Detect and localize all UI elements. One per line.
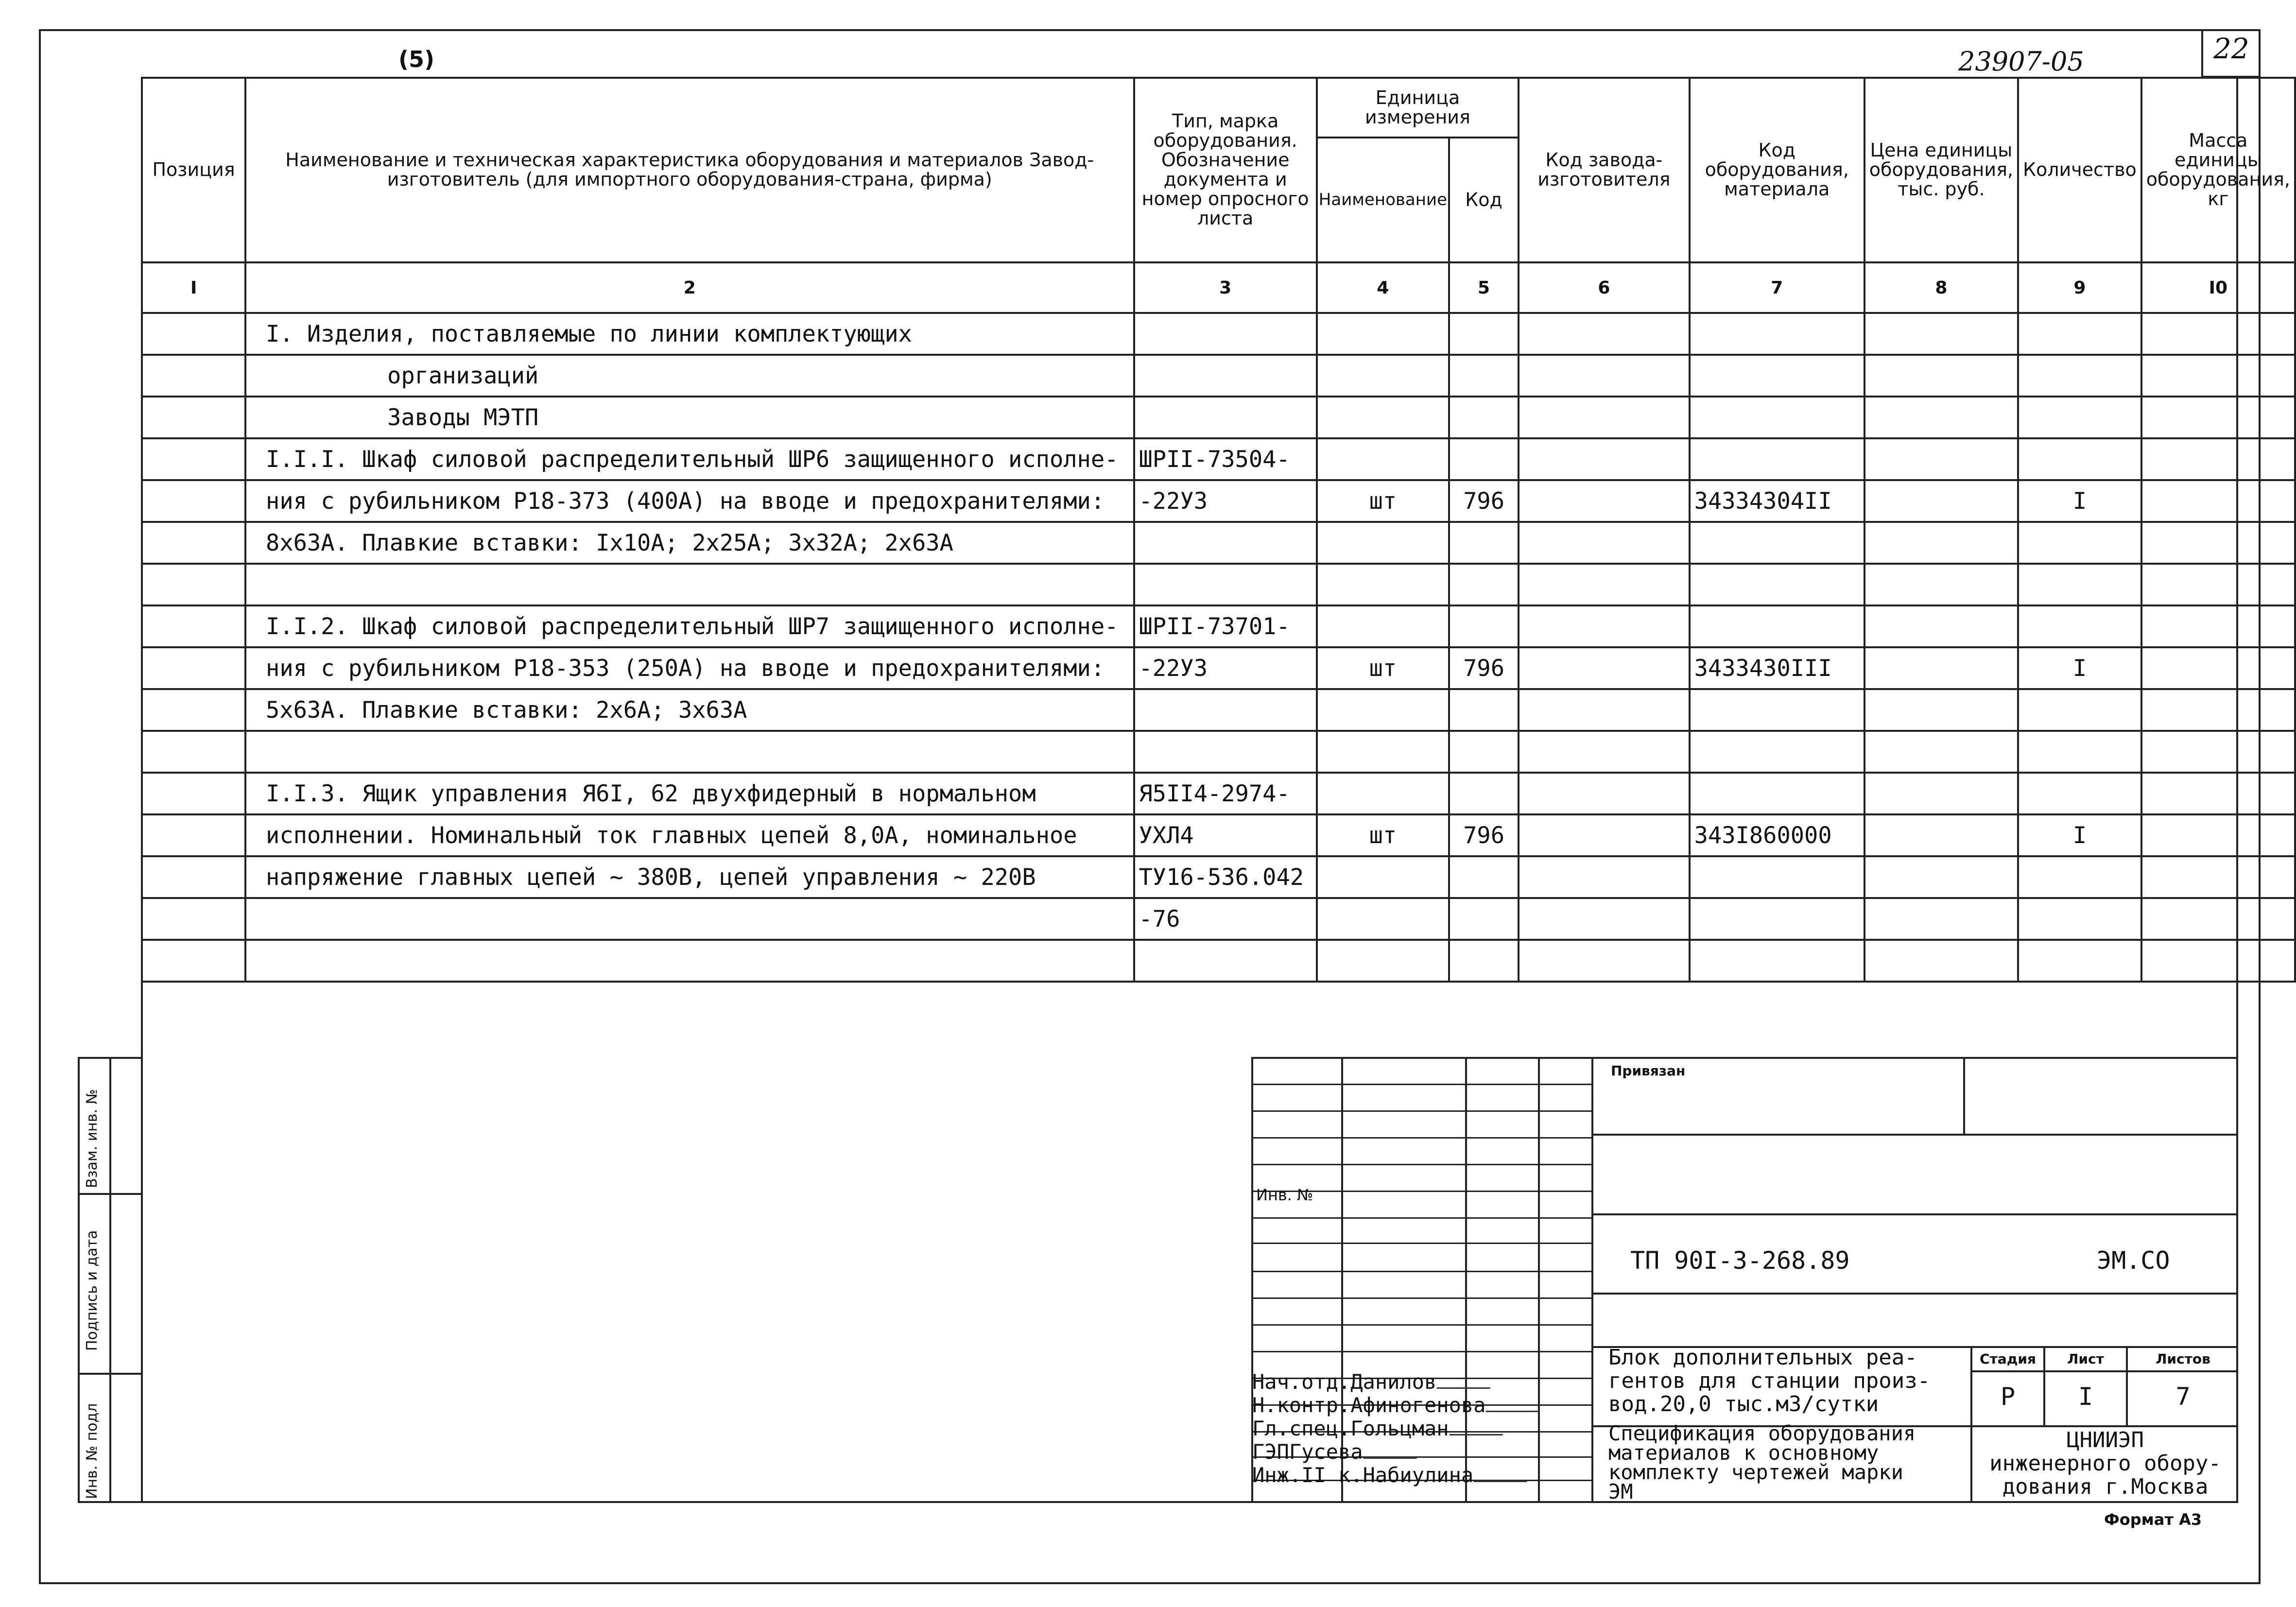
quantity-cell [2018, 689, 2141, 731]
factory-code-cell [1519, 355, 1690, 397]
equipment-code-cell [1690, 438, 1864, 480]
header-mass: Масса единицы оборудования, кг [2141, 78, 2295, 262]
name-cell: I.I.I. Шкаф силовой распределительный ШР6 защищенного исполне- [245, 438, 1134, 480]
quantity-cell [2018, 898, 2141, 940]
name-cell: 5х63А. Плавкие вставки: 2х6А; 3х63А [245, 689, 1134, 731]
header-unit-code: Код [1449, 138, 1519, 262]
price-cell [1864, 355, 2018, 397]
type-cell [1134, 397, 1317, 438]
sheets-label: Листов [2156, 1351, 2210, 1367]
subtitle-text [1608, 1421, 1916, 1503]
column-number: 6 [1519, 262, 1690, 313]
type-cell: -22У3 [1134, 480, 1317, 522]
table-row [142, 773, 2295, 814]
organization [1972, 1429, 2238, 1499]
signature-name: Гольцман [1350, 1417, 1449, 1440]
name-cell: Заводы МЭТП [245, 397, 1134, 438]
equipment-code-cell [1690, 397, 1864, 438]
header-equipment-code: Код оборудования, материала [1690, 78, 1864, 262]
price-cell [1864, 397, 2018, 438]
quantity-cell [2018, 564, 2141, 605]
type-cell [1134, 355, 1317, 397]
factory-code-cell [1519, 397, 1690, 438]
unit-code-cell [1449, 313, 1519, 355]
quantity-cell [2018, 355, 2141, 397]
name-cell: I. Изделия, поставляемые по линии комплектующих [245, 313, 1134, 355]
type-cell [1134, 731, 1317, 773]
price-cell [1864, 647, 2018, 689]
unit-name-cell [1317, 564, 1449, 605]
factory-code-cell [1519, 438, 1690, 480]
table-row [142, 564, 2295, 605]
column-number: 7 [1690, 262, 1864, 313]
side-stamp-vzam: Взам. инв. № [84, 1089, 101, 1188]
signature-list [1252, 1368, 1592, 1485]
column-number: I [142, 262, 245, 313]
table-row [142, 355, 2295, 397]
position-cell [142, 856, 245, 898]
position-cell [142, 898, 245, 940]
type-cell [1134, 313, 1317, 355]
signature-name: Данилов [1350, 1370, 1437, 1394]
unit-code-cell [1449, 355, 1519, 397]
mass-cell [2141, 731, 2295, 773]
doc-mark: ЭМ.СО [2097, 1246, 2170, 1275]
title-line: Блок дополнительных реа- [1608, 1345, 1917, 1370]
position-cell [142, 355, 245, 397]
header-type: Тип, марка оборудования. Обозначение документа и номер опросного листа [1134, 78, 1317, 262]
table-row [142, 647, 2295, 689]
equipment-code-cell [1690, 773, 1864, 814]
unit-name-cell [1317, 731, 1449, 773]
factory-code-cell [1519, 647, 1690, 689]
equipment-code-cell [1690, 689, 1864, 731]
mass-cell [2141, 605, 2295, 647]
section-mark: (5) [398, 46, 435, 72]
factory-code-cell [1519, 814, 1690, 856]
unit-code-cell: 796 [1449, 814, 1519, 856]
unit-name-cell [1317, 689, 1449, 731]
quantity-cell [2018, 438, 2141, 480]
unit-code-cell [1449, 522, 1519, 564]
quantity-cell: I [2018, 480, 2141, 522]
position-cell [142, 313, 245, 355]
signature-role: Н.контр. [1252, 1393, 1351, 1417]
signature-row [1252, 1438, 1592, 1464]
price-cell [1864, 564, 2018, 605]
unit-name-cell [1317, 438, 1449, 480]
handwritten-signature [1449, 1415, 1510, 1435]
type-cell: ШРII-73701- [1134, 605, 1317, 647]
format-label: Формат А3 [2104, 1510, 2202, 1529]
position-cell [142, 564, 245, 605]
table-row [142, 313, 2295, 355]
type-cell [1134, 689, 1317, 731]
unit-code-cell [1449, 731, 1519, 773]
factory-code-cell [1519, 522, 1690, 564]
subtitle-line: комплекту чертежей марки [1608, 1460, 1903, 1484]
price-cell [1864, 856, 2018, 898]
stage-value: Р [2000, 1382, 2016, 1411]
name-cell [245, 731, 1134, 773]
column-numbers-row [142, 262, 2295, 313]
mass-cell [2141, 940, 2295, 982]
quantity-cell [2018, 856, 2141, 898]
org-line: дования г.Москва [2002, 1474, 2209, 1499]
unit-name-cell [1317, 773, 1449, 814]
equipment-code-cell: 343I860000 [1690, 814, 1864, 856]
equipment-code-cell [1690, 522, 1864, 564]
equipment-code-cell [1690, 940, 1864, 982]
unit-code-cell [1449, 564, 1519, 605]
signature-name: Афиногенова [1350, 1393, 1486, 1417]
type-cell: -76 [1134, 898, 1317, 940]
column-number: 4 [1317, 262, 1449, 313]
table-row [142, 480, 2295, 522]
equipment-code-cell: 3433430III [1690, 647, 1864, 689]
equipment-code-cell: 34334304II [1690, 480, 1864, 522]
quantity-cell [2018, 773, 2141, 814]
position-cell [142, 773, 245, 814]
handwritten-signature [1486, 1391, 1547, 1412]
unit-name-cell [1317, 355, 1449, 397]
table-row [142, 856, 2295, 898]
column-number: 9 [2018, 262, 2141, 313]
stage-label: Стадия [1980, 1351, 2036, 1367]
equipment-code-cell [1690, 731, 1864, 773]
quantity-cell: I [2018, 814, 2141, 856]
unit-name-cell [1317, 940, 1449, 982]
unit-name-cell [1317, 313, 1449, 355]
type-cell [1134, 564, 1317, 605]
name-cell: ния с рубильником Р18-373 (400А) на вводе и предохранителями: [245, 480, 1134, 522]
factory-code-cell [1519, 731, 1690, 773]
header-position: Позиция [142, 78, 245, 262]
price-cell [1864, 940, 2018, 982]
equipment-code-cell [1690, 856, 1864, 898]
position-cell [142, 397, 245, 438]
signature-role: Инж.II к. [1252, 1463, 1363, 1487]
signature-row [1252, 1391, 1592, 1415]
table-row [142, 898, 2295, 940]
position-cell [142, 438, 245, 480]
unit-name-cell: шт [1317, 480, 1449, 522]
price-cell [1864, 438, 2018, 480]
mass-cell [2141, 438, 2295, 480]
unit-name-cell [1317, 898, 1449, 940]
quantity-cell [2018, 940, 2141, 982]
inv-no-label: Инв. № [1256, 1186, 1313, 1204]
header-factory-code: Код завода-изготовителя [1519, 78, 1690, 262]
price-cell [1864, 605, 2018, 647]
column-number: 8 [1864, 262, 2018, 313]
factory-code-cell [1519, 689, 1690, 731]
table-row [142, 731, 2295, 773]
quantity-cell: I [2018, 647, 2141, 689]
unit-code-cell [1449, 940, 1519, 982]
subtitle-line: материалов к основному [1608, 1441, 1879, 1465]
quantity-cell [2018, 731, 2141, 773]
price-cell [1864, 731, 2018, 773]
factory-code-cell [1519, 898, 1690, 940]
unit-code-cell [1449, 438, 1519, 480]
header-quantity: Количество [2018, 78, 2141, 262]
header-name: Наименование и техническая характеристика оборудования и материалов Завод-изготовитель (для импортного оборудования-страна, фирма) [245, 78, 1134, 262]
name-cell: I.I.2. Шкаф силовой распределительный ШР7 защищенного исполне- [245, 605, 1134, 647]
signature-role: Нач.отд. [1252, 1370, 1351, 1394]
title-line: гентов для станции произ- [1608, 1368, 1931, 1393]
name-cell [245, 898, 1134, 940]
sheet-label: Лист [2067, 1351, 2104, 1367]
column-number: 2 [245, 262, 1134, 313]
mass-cell [2141, 480, 2295, 522]
position-cell [142, 480, 245, 522]
name-cell [245, 940, 1134, 982]
unit-name-cell: шт [1317, 647, 1449, 689]
mass-cell [2141, 355, 2295, 397]
handwritten-signature [1436, 1368, 1498, 1389]
unit-name-cell [1317, 397, 1449, 438]
mass-cell [2141, 564, 2295, 605]
mass-cell [2141, 689, 2295, 731]
quantity-cell [2018, 313, 2141, 355]
position-cell [142, 522, 245, 564]
handwritten-signature [1473, 1461, 1535, 1482]
sheets-value: 7 [2175, 1382, 2191, 1411]
price-cell [1864, 773, 2018, 814]
unit-code-cell [1449, 605, 1519, 647]
equipment-code-cell [1690, 313, 1864, 355]
type-cell: -22У3 [1134, 647, 1317, 689]
price-cell [1864, 689, 2018, 731]
subtitle-line: ЭМ [1608, 1480, 1633, 1503]
position-cell [142, 647, 245, 689]
type-cell: ТУ16-536.042 [1134, 856, 1317, 898]
doc-code: ТП 90I-3-268.89 [1630, 1246, 1850, 1275]
name-cell: организаций [245, 355, 1134, 397]
name-cell: ния с рубильником Р18-353 (250А) на вводе и предохранителями: [245, 647, 1134, 689]
sheet-value: I [2078, 1382, 2093, 1411]
specification-table [141, 77, 2296, 983]
unit-name-cell [1317, 605, 1449, 647]
privyazan-label: Привязан [1611, 1063, 1686, 1079]
factory-code-cell [1519, 605, 1690, 647]
price-cell [1864, 313, 2018, 355]
price-cell [1864, 480, 2018, 522]
type-cell [1134, 522, 1317, 564]
org-line: ЦНИИЭП [2067, 1428, 2144, 1452]
column-number: I0 [2141, 262, 2295, 313]
corner-number: 22 [2213, 32, 2249, 65]
signature-row [1252, 1368, 1592, 1394]
table-row [142, 689, 2295, 731]
handwritten-code: 23907-05 [1958, 46, 2084, 77]
mass-cell [2141, 522, 2295, 564]
factory-code-cell [1519, 940, 1690, 982]
unit-code-cell [1449, 773, 1519, 814]
signature-role: Гл.спец. [1252, 1417, 1351, 1440]
price-cell [1864, 898, 2018, 940]
type-cell: УХЛ4 [1134, 814, 1317, 856]
mass-cell [2141, 814, 2295, 856]
factory-code-cell [1519, 480, 1690, 522]
mass-cell [2141, 773, 2295, 814]
side-stamp-podpis: Подпись и дата [84, 1230, 101, 1351]
signature-name: Набиулина [1363, 1463, 1474, 1487]
column-number: 5 [1449, 262, 1519, 313]
position-cell [142, 605, 245, 647]
mass-cell [2141, 313, 2295, 355]
side-stamp-inv: Инв. № подл [84, 1403, 101, 1499]
signature-row [1252, 1461, 1592, 1485]
name-cell: исполнении. Номинальный ток главных цепей 8,0А, номинальное [245, 814, 1134, 856]
price-cell [1864, 522, 2018, 564]
position-cell [142, 940, 245, 982]
title-text [1608, 1346, 1930, 1416]
unit-name-cell: шт [1317, 814, 1449, 856]
name-cell: I.I.3. Ящик управления Я6I, 62 двухфидерный в нормальном [245, 773, 1134, 814]
table-row [142, 397, 2295, 438]
header-unit-name: Наименование [1317, 138, 1449, 262]
equipment-code-cell [1690, 355, 1864, 397]
table-row [142, 438, 2295, 480]
subtitle-line: Спецификация оборудования [1608, 1421, 1916, 1445]
factory-code-cell [1519, 856, 1690, 898]
mass-cell [2141, 898, 2295, 940]
handwritten-signature [1363, 1438, 1424, 1459]
factory-code-cell [1519, 564, 1690, 605]
quantity-cell [2018, 397, 2141, 438]
header-unit-group: Единица измерения [1317, 78, 1519, 138]
unit-code-cell [1449, 898, 1519, 940]
name-cell: 8х63А. Плавкие вставки: Iх10А; 2х25А; 3х32А; 2х63А [245, 522, 1134, 564]
unit-code-cell [1449, 397, 1519, 438]
price-cell [1864, 814, 2018, 856]
unit-code-cell [1449, 689, 1519, 731]
table-row [142, 605, 2295, 647]
position-cell [142, 689, 245, 731]
mass-cell [2141, 647, 2295, 689]
factory-code-cell [1519, 313, 1690, 355]
type-cell [1134, 940, 1317, 982]
unit-name-cell [1317, 856, 1449, 898]
signature-role: ГЭП [1252, 1440, 1289, 1464]
table-row [142, 814, 2295, 856]
mass-cell [2141, 397, 2295, 438]
signature-row [1252, 1415, 1592, 1438]
equipment-code-cell [1690, 564, 1864, 605]
table-row [142, 940, 2295, 982]
mass-cell [2141, 856, 2295, 898]
unit-code-cell: 796 [1449, 647, 1519, 689]
signature-name: Гусева [1289, 1440, 1363, 1464]
org-line: инженерного обору- [1989, 1451, 2221, 1476]
position-cell [142, 731, 245, 773]
unit-code-cell [1449, 856, 1519, 898]
position-cell [142, 814, 245, 856]
column-number: 3 [1134, 262, 1317, 313]
name-cell: напряжение главных цепей ~ 380В, цепей управления ~ 220В [245, 856, 1134, 898]
equipment-code-cell [1690, 898, 1864, 940]
name-cell [245, 564, 1134, 605]
unit-code-cell: 796 [1449, 480, 1519, 522]
title-block [1251, 1057, 2238, 1503]
header-price: Цена единицы оборудования, тыс. руб. [1864, 78, 2018, 262]
quantity-cell [2018, 522, 2141, 564]
title-line: вод.20,0 тыс.м3/сутки [1608, 1392, 1879, 1417]
table-row [142, 522, 2295, 564]
type-cell: Я5II4-2974- [1134, 773, 1317, 814]
factory-code-cell [1519, 773, 1690, 814]
quantity-cell [2018, 605, 2141, 647]
type-cell: ШРII-73504- [1134, 438, 1317, 480]
equipment-code-cell [1690, 605, 1864, 647]
unit-name-cell [1317, 522, 1449, 564]
